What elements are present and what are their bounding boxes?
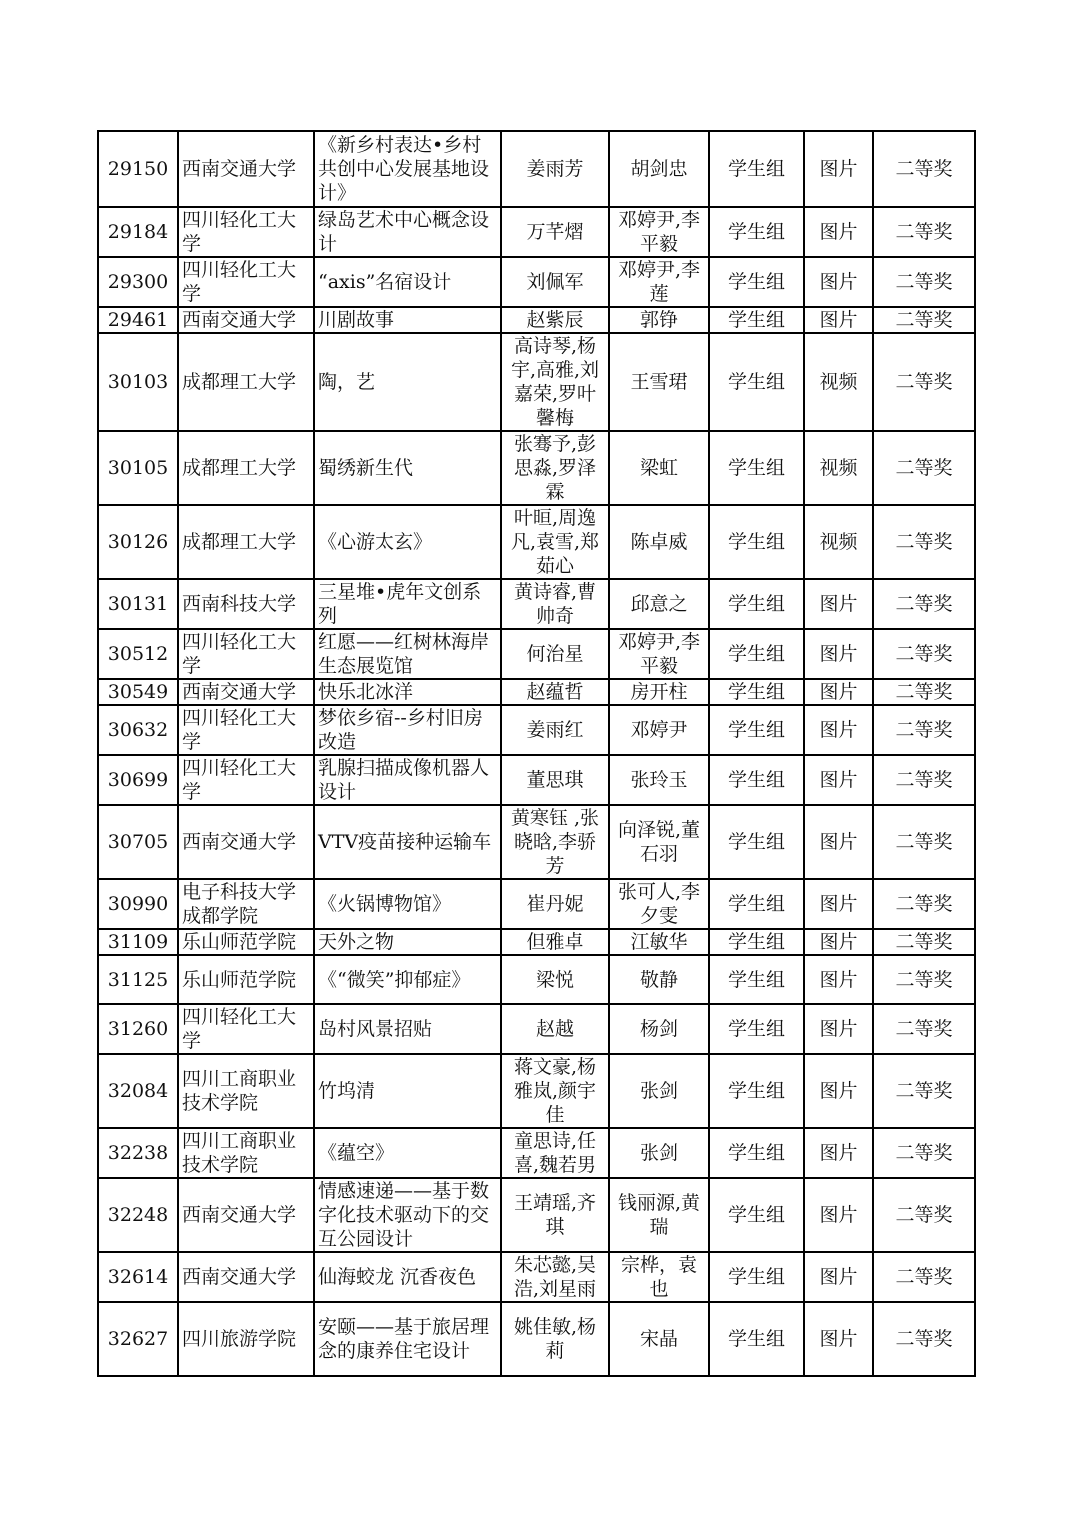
type-cell: 图片 — [804, 1302, 873, 1376]
work-id-cell: 30103 — [98, 333, 178, 431]
authors-cell: 万芊熠 — [501, 207, 609, 257]
authors-cell: 姜雨红 — [501, 705, 609, 755]
group-cell: 学生组 — [709, 679, 804, 705]
work-title-cell: 三星堆•虎年文创系列 — [314, 579, 501, 629]
advisor-cell: 梁虹 — [609, 431, 709, 505]
advisor-cell: 张剑 — [609, 1128, 709, 1178]
advisor-cell: 钱丽源,黄瑞 — [609, 1178, 709, 1252]
school-cell: 乐山师范学院 — [178, 955, 314, 1004]
type-cell: 图片 — [804, 579, 873, 629]
table-row — [98, 207, 975, 257]
authors-cell: 叶晅,周逸凡,袁雪,郑茹心 — [501, 505, 609, 579]
advisor-cell: 江敏华 — [609, 929, 709, 955]
school-cell: 西南交通大学 — [178, 1252, 314, 1302]
table-row — [98, 1054, 975, 1128]
group-cell: 学生组 — [709, 805, 804, 879]
authors-cell: 刘佩军 — [501, 257, 609, 307]
table-row — [98, 629, 975, 679]
advisor-cell: 邓婷尹,李平毅 — [609, 207, 709, 257]
award-cell: 二等奖 — [873, 1178, 975, 1252]
work-id-cell: 31260 — [98, 1004, 178, 1054]
work-title-cell: 仙海蛟龙 沉香夜色 — [314, 1252, 501, 1302]
table-row — [98, 1252, 975, 1302]
work-title-cell: 《心游太玄》 — [314, 505, 501, 579]
table-row — [98, 505, 975, 579]
group-cell: 学生组 — [709, 1178, 804, 1252]
school-cell: 四川工商职业技术学院 — [178, 1054, 314, 1128]
advisor-cell: 杨剑 — [609, 1004, 709, 1054]
school-cell: 成都理工大学 — [178, 431, 314, 505]
group-cell: 学生组 — [709, 705, 804, 755]
work-title-cell: VTV疫苗接种运输车 — [314, 805, 501, 879]
work-id-cell: 29300 — [98, 257, 178, 307]
type-cell: 图片 — [804, 1178, 873, 1252]
work-title-cell: 陶，艺 — [314, 333, 501, 431]
type-cell: 图片 — [804, 207, 873, 257]
school-cell: 四川轻化工大学 — [178, 1004, 314, 1054]
type-cell: 视频 — [804, 431, 873, 505]
type-cell: 图片 — [804, 257, 873, 307]
work-title-cell: 快乐北冰洋 — [314, 679, 501, 705]
group-cell: 学生组 — [709, 1302, 804, 1376]
group-cell: 学生组 — [709, 257, 804, 307]
authors-cell: 赵蕴哲 — [501, 679, 609, 705]
table-row — [98, 679, 975, 705]
award-cell: 二等奖 — [873, 579, 975, 629]
table-row — [98, 805, 975, 879]
table-row — [98, 1004, 975, 1054]
work-id-cell: 31125 — [98, 955, 178, 1004]
type-cell: 图片 — [804, 629, 873, 679]
work-title-cell: “axis”名宿设计 — [314, 257, 501, 307]
authors-cell: 董思琪 — [501, 755, 609, 805]
advisor-cell: 张可人,李夕雯 — [609, 879, 709, 929]
work-title-cell: 竹坞清 — [314, 1054, 501, 1128]
advisor-cell: 敬静 — [609, 955, 709, 1004]
table-row — [98, 307, 975, 333]
group-cell: 学生组 — [709, 333, 804, 431]
work-id-cell: 30699 — [98, 755, 178, 805]
table-row — [98, 929, 975, 955]
authors-cell: 朱芯懿,吴浩,刘星雨 — [501, 1252, 609, 1302]
work-title-cell: 天外之物 — [314, 929, 501, 955]
type-cell: 图片 — [804, 955, 873, 1004]
work-title-cell: 梦依乡宿--乡村旧房改造 — [314, 705, 501, 755]
type-cell: 图片 — [804, 1054, 873, 1128]
advisor-cell: 向泽锐,董石羽 — [609, 805, 709, 879]
advisor-cell: 宗桦，袁也 — [609, 1252, 709, 1302]
award-cell: 二等奖 — [873, 207, 975, 257]
school-cell: 电子科技大学成都学院 — [178, 879, 314, 929]
work-id-cell: 30131 — [98, 579, 178, 629]
work-id-cell: 30632 — [98, 705, 178, 755]
authors-cell: 王靖瑶,齐琪 — [501, 1178, 609, 1252]
type-cell: 图片 — [804, 755, 873, 805]
award-cell: 二等奖 — [873, 755, 975, 805]
table-row — [98, 1128, 975, 1178]
type-cell: 图片 — [804, 705, 873, 755]
work-id-cell: 32238 — [98, 1128, 178, 1178]
work-id-cell: 30512 — [98, 629, 178, 679]
authors-cell: 崔丹妮 — [501, 879, 609, 929]
authors-cell: 何治星 — [501, 629, 609, 679]
award-cell: 二等奖 — [873, 805, 975, 879]
group-cell: 学生组 — [709, 1128, 804, 1178]
award-cell: 二等奖 — [873, 1004, 975, 1054]
authors-cell: 童思诗,任喜,魏若男 — [501, 1128, 609, 1178]
award-cell: 二等奖 — [873, 431, 975, 505]
school-cell: 乐山师范学院 — [178, 929, 314, 955]
work-title-cell: 红愿——红树林海岸生态展览馆 — [314, 629, 501, 679]
work-title-cell: 乳腺扫描成像机器人设计 — [314, 755, 501, 805]
group-cell: 学生组 — [709, 929, 804, 955]
advisor-cell: 王雪珺 — [609, 333, 709, 431]
group-cell: 学生组 — [709, 1252, 804, 1302]
table-row — [98, 755, 975, 805]
school-cell: 四川轻化工大学 — [178, 207, 314, 257]
award-cell: 二等奖 — [873, 629, 975, 679]
authors-cell: 张骞予,彭思淼,罗泽霖 — [501, 431, 609, 505]
type-cell: 图片 — [804, 929, 873, 955]
type-cell: 图片 — [804, 1004, 873, 1054]
table-row — [98, 431, 975, 505]
table-row — [98, 257, 975, 307]
school-cell: 西南交通大学 — [178, 307, 314, 333]
school-cell: 西南科技大学 — [178, 579, 314, 629]
type-cell: 视频 — [804, 333, 873, 431]
award-cell: 二等奖 — [873, 1128, 975, 1178]
advisor-cell: 张剑 — [609, 1054, 709, 1128]
type-cell: 图片 — [804, 131, 873, 207]
advisor-cell: 陈卓威 — [609, 505, 709, 579]
group-cell: 学生组 — [709, 879, 804, 929]
advisor-cell: 宋晶 — [609, 1302, 709, 1376]
award-cell: 二等奖 — [873, 257, 975, 307]
table-row — [98, 879, 975, 929]
authors-cell: 姚佳敏,杨莉 — [501, 1302, 609, 1376]
work-id-cell: 30705 — [98, 805, 178, 879]
awards-table — [97, 130, 976, 1377]
advisor-cell: 张玲玉 — [609, 755, 709, 805]
work-title-cell: 《火锅博物馆》 — [314, 879, 501, 929]
work-id-cell: 32084 — [98, 1054, 178, 1128]
work-title-cell: 安颐——基于旅居理念的康养住宅设计 — [314, 1302, 501, 1376]
table-row — [98, 1302, 975, 1376]
school-cell: 西南交通大学 — [178, 1178, 314, 1252]
advisor-cell: 邱意之 — [609, 579, 709, 629]
work-id-cell: 32248 — [98, 1178, 178, 1252]
award-cell: 二等奖 — [873, 929, 975, 955]
award-cell: 二等奖 — [873, 505, 975, 579]
award-cell: 二等奖 — [873, 955, 975, 1004]
table-row — [98, 579, 975, 629]
work-title-cell: 川剧故事 — [314, 307, 501, 333]
group-cell: 学生组 — [709, 131, 804, 207]
school-cell: 西南交通大学 — [178, 131, 314, 207]
school-cell: 四川旅游学院 — [178, 1302, 314, 1376]
school-cell: 西南交通大学 — [178, 805, 314, 879]
advisor-cell: 胡剑忠 — [609, 131, 709, 207]
work-title-cell: 蜀绣新生代 — [314, 431, 501, 505]
authors-cell: 高诗琴,杨宇,高雅,刘嘉荣,罗叶馨梅 — [501, 333, 609, 431]
group-cell: 学生组 — [709, 1054, 804, 1128]
table-row — [98, 955, 975, 1004]
school-cell: 西南交通大学 — [178, 679, 314, 705]
award-cell: 二等奖 — [873, 131, 975, 207]
authors-cell: 梁悦 — [501, 955, 609, 1004]
work-title-cell: 《新乡村表达•乡村共创中心发展基地设计》 — [314, 131, 501, 207]
advisor-cell: 郭铮 — [609, 307, 709, 333]
authors-cell: 赵越 — [501, 1004, 609, 1054]
table-row — [98, 705, 975, 755]
work-title-cell: 绿岛艺术中心概念设计 — [314, 207, 501, 257]
school-cell: 四川轻化工大学 — [178, 705, 314, 755]
award-cell: 二等奖 — [873, 1054, 975, 1128]
award-cell: 二等奖 — [873, 1302, 975, 1376]
group-cell: 学生组 — [709, 431, 804, 505]
group-cell: 学生组 — [709, 579, 804, 629]
group-cell: 学生组 — [709, 307, 804, 333]
type-cell: 图片 — [804, 805, 873, 879]
award-cell: 二等奖 — [873, 879, 975, 929]
authors-cell: 蒋文豪,杨雅岚,颜宇佳 — [501, 1054, 609, 1128]
work-title-cell: 《“微笑”抑郁症》 — [314, 955, 501, 1004]
work-id-cell: 29150 — [98, 131, 178, 207]
group-cell: 学生组 — [709, 1004, 804, 1054]
group-cell: 学生组 — [709, 505, 804, 579]
award-cell: 二等奖 — [873, 679, 975, 705]
school-cell: 四川轻化工大学 — [178, 629, 314, 679]
school-cell: 成都理工大学 — [178, 333, 314, 431]
advisor-cell: 邓婷尹 — [609, 705, 709, 755]
group-cell: 学生组 — [709, 207, 804, 257]
group-cell: 学生组 — [709, 755, 804, 805]
advisor-cell: 房开柱 — [609, 679, 709, 705]
type-cell: 图片 — [804, 879, 873, 929]
type-cell: 图片 — [804, 1252, 873, 1302]
work-id-cell: 29184 — [98, 207, 178, 257]
work-id-cell: 30549 — [98, 679, 178, 705]
type-cell: 图片 — [804, 1128, 873, 1178]
work-id-cell: 30990 — [98, 879, 178, 929]
work-id-cell: 32614 — [98, 1252, 178, 1302]
school-cell: 成都理工大学 — [178, 505, 314, 579]
school-cell: 四川工商职业技术学院 — [178, 1128, 314, 1178]
work-title-cell: 岛村风景招贴 — [314, 1004, 501, 1054]
authors-cell: 姜雨芳 — [501, 131, 609, 207]
advisor-cell: 邓婷尹,李莲 — [609, 257, 709, 307]
type-cell: 视频 — [804, 505, 873, 579]
work-id-cell: 31109 — [98, 929, 178, 955]
award-cell: 二等奖 — [873, 307, 975, 333]
award-cell: 二等奖 — [873, 705, 975, 755]
award-cell: 二等奖 — [873, 333, 975, 431]
work-id-cell: 32627 — [98, 1302, 178, 1376]
authors-cell: 黄寒钰 ,张晓晗,李骄芳 — [501, 805, 609, 879]
work-title-cell: 情感速递——基于数字化技术驱动下的交互公园设计 — [314, 1178, 501, 1252]
school-cell: 四川轻化工大学 — [178, 257, 314, 307]
authors-cell: 但雅卓 — [501, 929, 609, 955]
work-title-cell: 《蕴空》 — [314, 1128, 501, 1178]
type-cell: 图片 — [804, 679, 873, 705]
work-id-cell: 30126 — [98, 505, 178, 579]
table-row — [98, 131, 975, 207]
work-id-cell: 29461 — [98, 307, 178, 333]
authors-cell: 赵紫辰 — [501, 307, 609, 333]
group-cell: 学生组 — [709, 629, 804, 679]
type-cell: 图片 — [804, 307, 873, 333]
table-row — [98, 333, 975, 431]
group-cell: 学生组 — [709, 955, 804, 1004]
school-cell: 四川轻化工大学 — [178, 755, 314, 805]
authors-cell: 黄诗睿,曹帅奇 — [501, 579, 609, 629]
table-row — [98, 1178, 975, 1252]
award-cell: 二等奖 — [873, 1252, 975, 1302]
advisor-cell: 邓婷尹,李平毅 — [609, 629, 709, 679]
work-id-cell: 30105 — [98, 431, 178, 505]
